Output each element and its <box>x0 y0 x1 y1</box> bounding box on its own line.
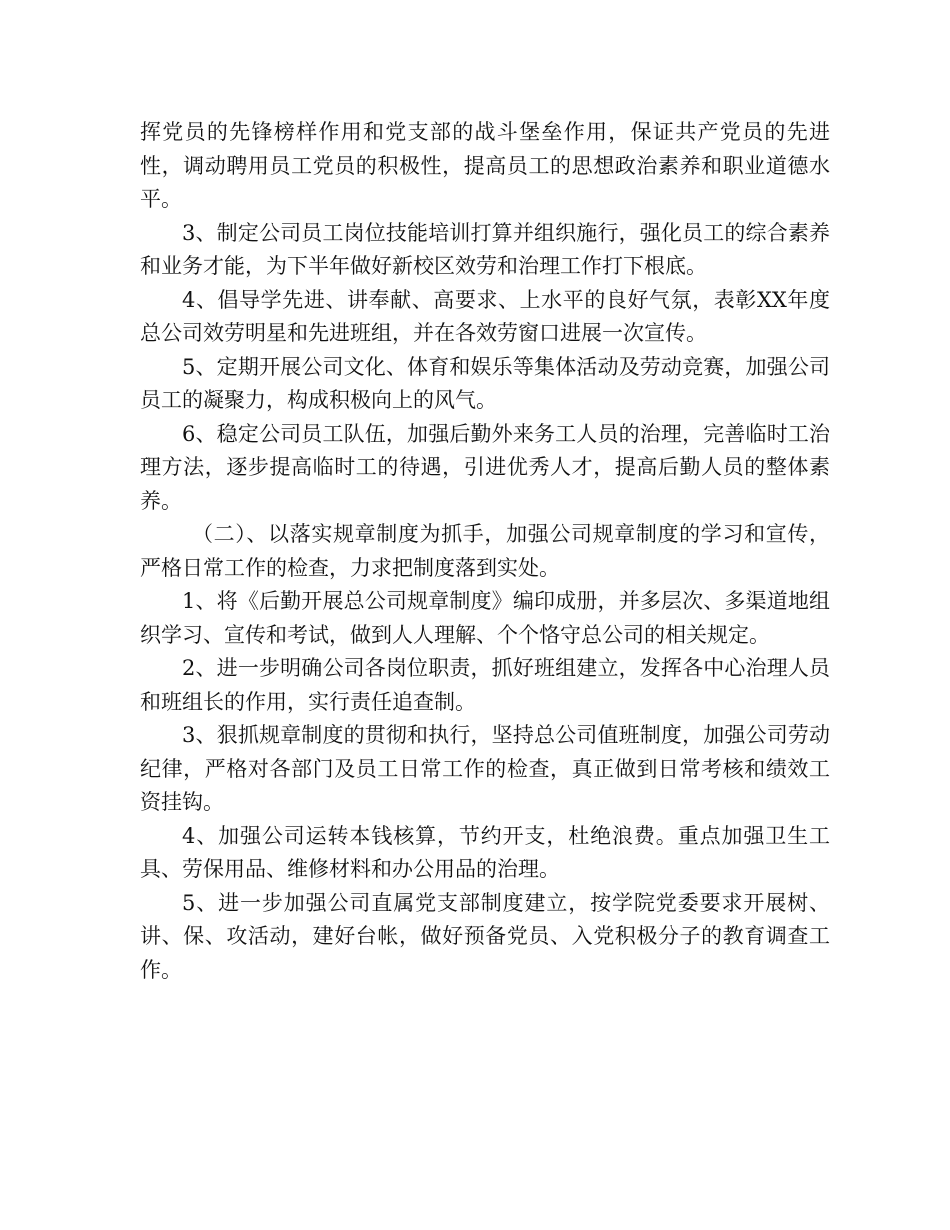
paragraph-item-2: 2、进一步明确公司各岗位职责，抓好班组建立，发挥各中心治理人员和班组长的作用，实行责任追查制。 <box>140 656 830 714</box>
paragraph-item-5b: 5、进一步加强公司直属党支部制度建立，按学院党委要求开展树、讲、保、攻活动，建好台帐，做好预备党员、入党积极分子的教育调查工作。 <box>140 890 830 982</box>
section-heading-2: （二）、以落实规章制度为抓手，加强公司规章制度的学习和宣传，严格日常工作的检查，力求把制度落到实处。 <box>140 522 830 580</box>
paragraph-item-3: 3、制定公司员工岗位技能培训打算并组织施行，强化员工的综合素养和业务才能，为下半年做好新校区效劳和治理工作打下根底。 <box>140 220 830 278</box>
paragraph-item-3b: 3、狠抓规章制度的贯彻和执行，坚持总公司值班制度，加强公司劳动纪律，严格对各部门及员工日常工作的检查，真正做到日常考核和绩效工资挂钩。 <box>140 723 830 814</box>
paragraph-item-4b: 4、加强公司运转本钱核算，节约开支，杜绝浪费。重点加强卫生工具、劳保用品、维修材料和办公用品的治理。 <box>140 823 830 881</box>
paragraph-item-6: 6、稳定公司员工队伍，加强后勤外来务工人员的治理，完善临时工治理方法，逐步提高临时工的待遇，引进优秀人才，提高后勤人员的整体素养。 <box>140 421 830 513</box>
paragraph-item-4: 4、倡导学先进、讲奉献、高要求、上水平的良好气氛，表彰XX年度总公司效劳明星和先进班组，并在各效劳窗口进展一次宣传。 <box>140 287 830 345</box>
paragraph-item-5: 5、定期开展公司文化、体育和娱乐等集体活动及劳动竞赛，加强公司员工的凝聚力，构成积极向上的风气。 <box>140 354 830 412</box>
paragraph-continuation: 挥党员的先锋榜样作用和党支部的战斗堡垒作用，保证共产党员的先进性，调动聘用员工党员的积极性，提高员工的思想政治素养和职业道德水平。 <box>140 120 830 211</box>
document-page <box>140 116 830 987</box>
paragraph-item-1: 1、将《后勤开展总公司规章制度》编印成册，并多层次、多渠道地组织学习、宣传和考试，做到人人理解、个个恪守总公司的相关规定。 <box>140 589 830 647</box>
